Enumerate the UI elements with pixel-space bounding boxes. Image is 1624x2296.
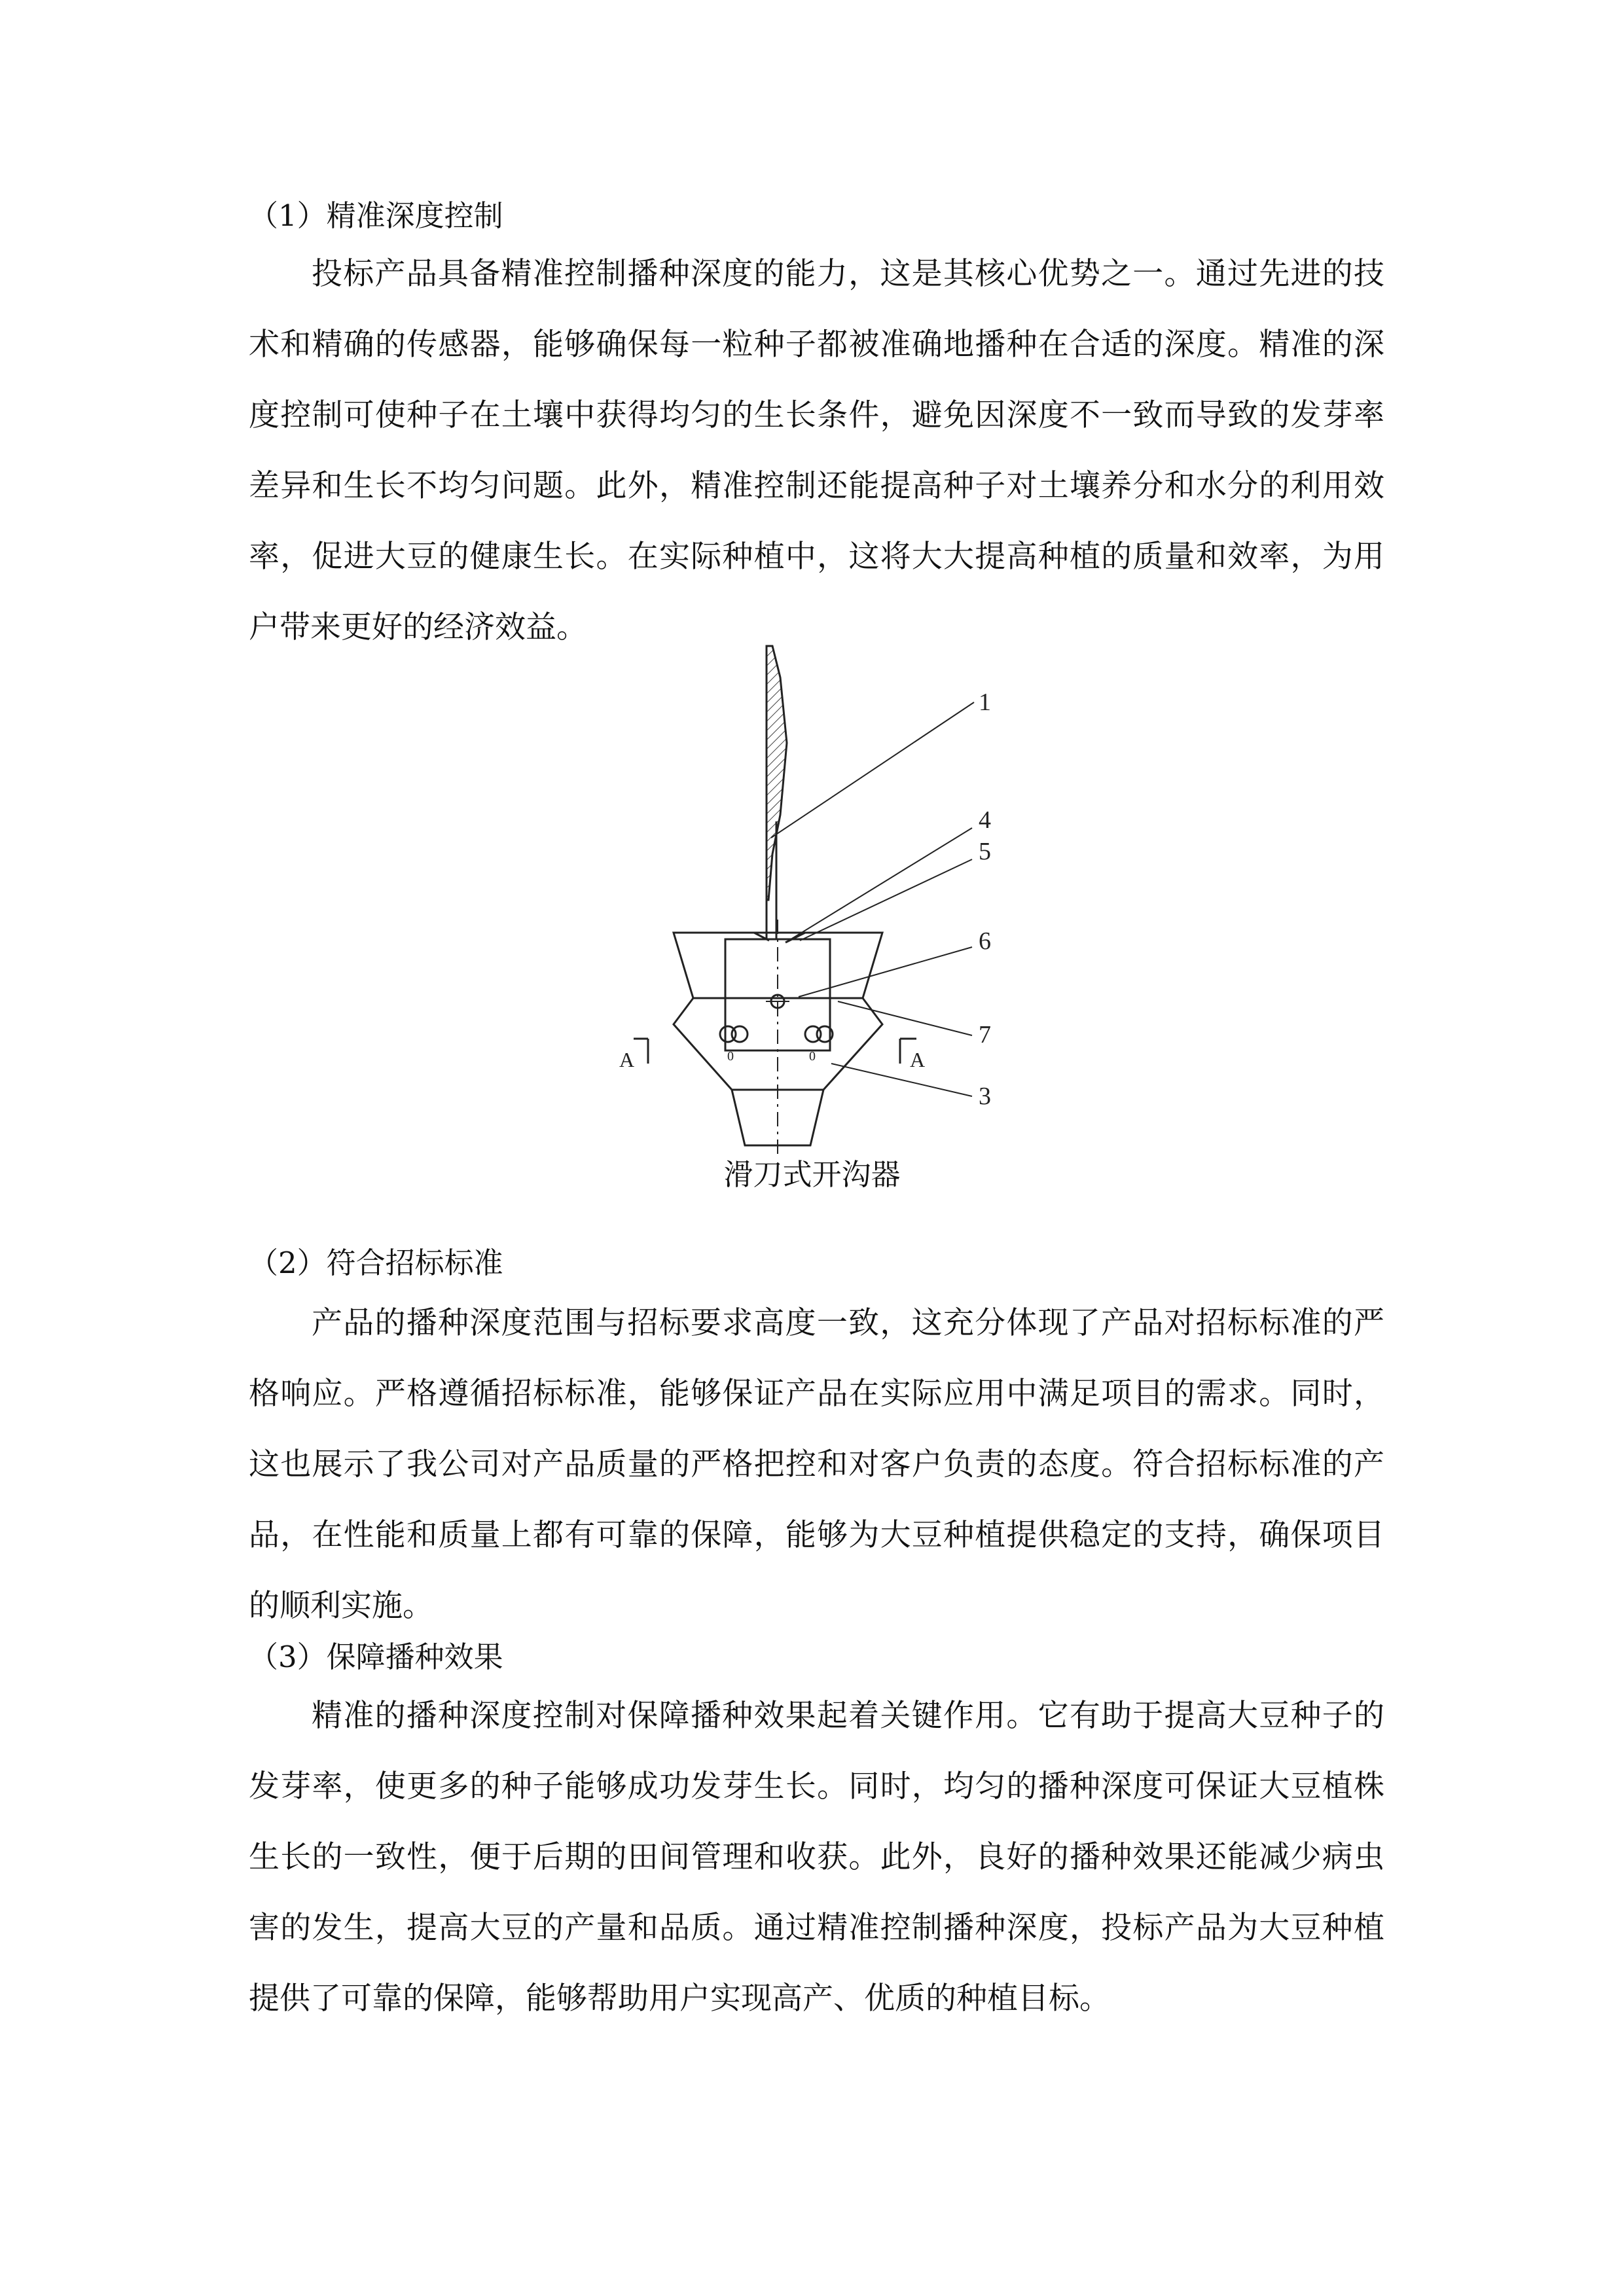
leader-6 bbox=[799, 947, 972, 997]
label-5: 5 bbox=[979, 838, 991, 865]
label-3: 3 bbox=[979, 1083, 991, 1110]
section-body-1: 投标产品具备精准控制播种深度的能力，这是其核心优势之一。通过先进的技术和精确的传感器，能够确保每一粒种子都被准确地播种在合适的深度。精准的深度控制可使种子在土壤中获得均匀的生长条件，避免因深度不一致而导致的发芽率差异和生长不均匀问题。此外，精准控制还能提高种子对土壤养分和水分的利用效率，促进大豆的健康生长。在实际种植中，这将大大提高种植的质量和效率，为用户带来更好的经济效益。 bbox=[249, 256, 1384, 645]
leader-7 bbox=[838, 1001, 972, 1035]
hole-mark-left: 0 bbox=[727, 1049, 734, 1064]
leader-5 bbox=[800, 859, 972, 941]
section-body-3: 精准的播种深度控制对保障播种效果起着关键作用。它有助于提高大豆种子的发芽率，使更多的种子能够成功发芽生长。同时，均匀的播种深度可保证大豆植株生长的一致性，便于后期的田间管理和收获。此外，良好的播种效果还能减少病虫害的发生，提高大豆的产量和品质。通过精准控制播种深度，投标产品为大豆种植提供了可靠的保障，能够帮助用户实现高产、优质的种植目标。 bbox=[249, 1698, 1384, 2017]
section-heading-3: （3）保障播种效果 bbox=[249, 1640, 503, 1674]
section-mark-right: A bbox=[910, 1048, 926, 1071]
leader-1 bbox=[771, 702, 974, 838]
section-mark-left: A bbox=[619, 1048, 635, 1071]
opener-drawing bbox=[609, 638, 1015, 1155]
section-heading-2: （2）符合招标标准 bbox=[249, 1246, 503, 1280]
plate-5 bbox=[785, 933, 805, 942]
figure-caption: 滑刀式开沟器 bbox=[723, 1157, 901, 1192]
section-body-2: 产品的播种深度范围与招标要求高度一致，这充分体现了产品对招标标准的严格响应。严格遵循招标标准，能够保证产品在实际应用中满足项目的需求。同时，这也展示了我公司对产品质量的严格把控和对客户负责的态度。符合招标标准的产品，在性能和质量上都有可靠的保障，能够为大豆种植提供稳定的支持，确保项目的顺利实施。 bbox=[249, 1305, 1384, 1624]
label-4: 4 bbox=[979, 806, 991, 834]
leader-3 bbox=[831, 1064, 972, 1096]
label-1: 1 bbox=[979, 689, 991, 716]
leader-4 bbox=[789, 828, 972, 941]
section-heading-1: （1）精准深度控制 bbox=[249, 198, 503, 233]
opener-diagram bbox=[609, 638, 1015, 1155]
label-7: 7 bbox=[979, 1021, 991, 1049]
label-6: 6 bbox=[979, 927, 991, 955]
hole-mark-right: 0 bbox=[809, 1049, 816, 1064]
